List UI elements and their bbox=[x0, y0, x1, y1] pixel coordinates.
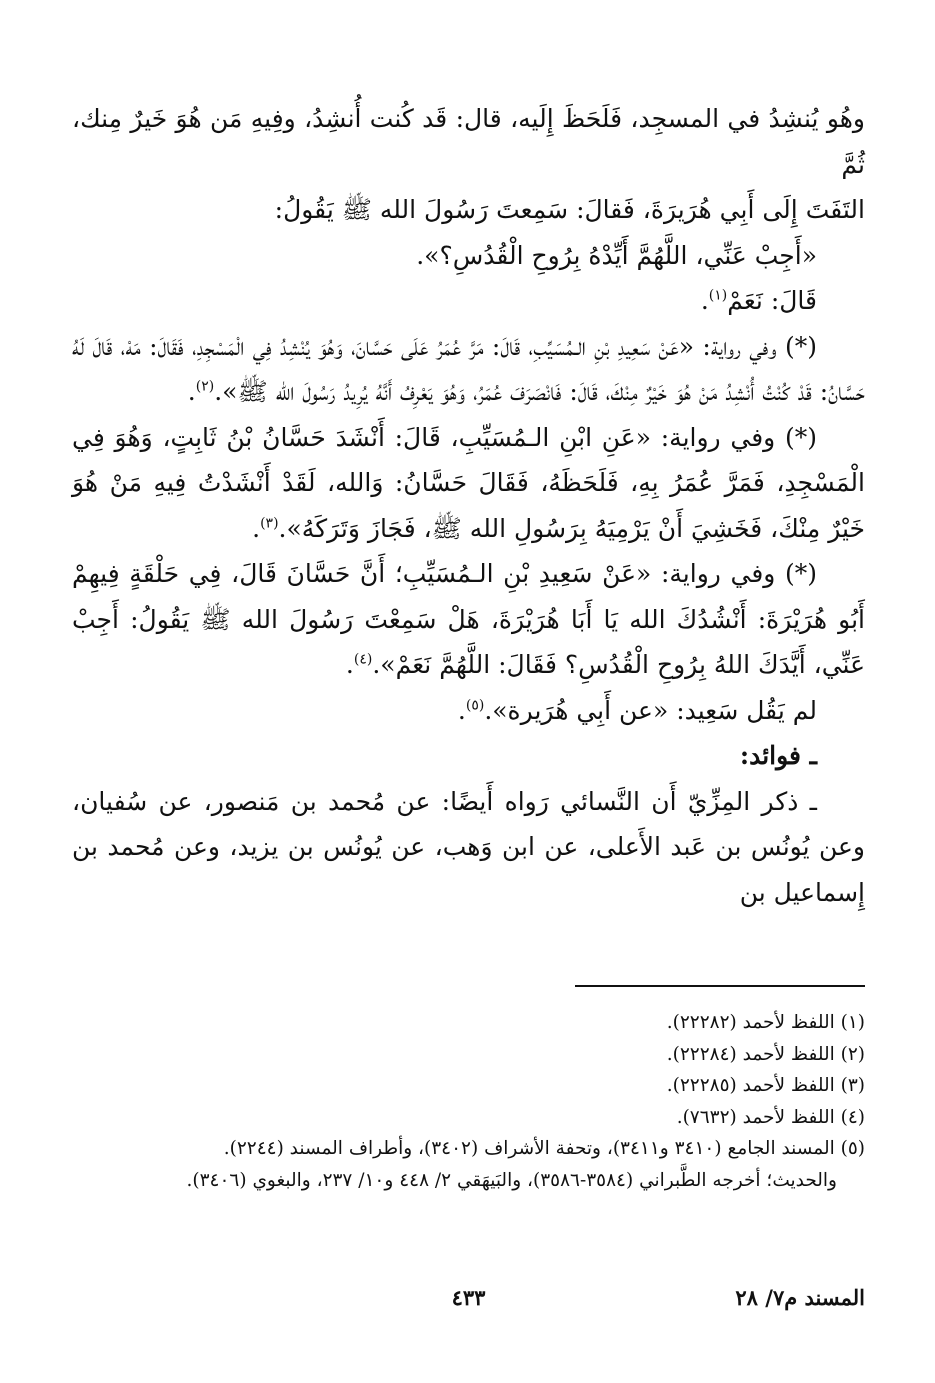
answer-text: قَالَ: نَعَمْ bbox=[727, 286, 817, 315]
riwaya-3-text: (*) وفي رواية: «عَنْ سَعِيدِ بْنِ الـمُسَيِّبِ؛ أَنَّ حَسَّانَ قَالَ، فِي حَلْقَةٍ فِيهِمْ أَبُو هُرَيْرَةَ: أَنْشُدُكَ الله يَا أَبَا هُرَيْرَةَ، هَلْ سَمِعْتَ رَسُولَ الله ﷺ يَقُولُ: أَجِبْ عَنِّي، أَيَّدَكَ اللهُ بِرُوحِ الْقُدُسِ؟ فَقَالَ: اللَّهُمَّ نَعَمْ». bbox=[72, 559, 865, 679]
footnote-marker-5: (٥) bbox=[465, 697, 485, 714]
riwaya-1-text: (*) وفي رواية: «عَنْ سَعِيدِ بْنِ الـمُسَيِّبِ، قَالَ: مَرَّ عُمَرُ عَلَى حَسَّانَ، وَهُوَ يُنْشِدُ فِي الْمَسْجِدِ، فَقَالَ: مَهْ، قَالَ لَهُ حَسَّانُ: قَدْ كُنْتُ أُنْشِدُ مَنْ هُوَ خَيْرٌ مِنْكَ، قَالَ: فَانْصَرَفَ عُمَرُ، وَهُوَ يَعْرِفُ أَنَّهُ يُرِيدُ رَسُولَ الله ﷺ». bbox=[72, 331, 865, 406]
said-note bbox=[72, 688, 865, 734]
separator-line bbox=[575, 985, 865, 987]
fawaid-heading: ـ فوائد: bbox=[739, 741, 817, 770]
footnote-4: (٤) اللفظ لأحمد (٧٦٣٢). bbox=[676, 1106, 865, 1128]
volume-mark: المسند م٧/ ٢٨ bbox=[735, 1285, 865, 1310]
footnote-marker-4: (٤) bbox=[353, 651, 373, 668]
body-line-1: وهُو يُنشِدُ في المسجِد، فَلَحَظَ إِلَيه، قال: قَد كُنت أُنشِدُ، وفِيهِ مَن هُوَ خَيرٌ مِنك، ثُمَّ bbox=[72, 104, 865, 179]
footnote-3: (٣) اللفظ لأحمد (٢٢٢٨٥). bbox=[666, 1075, 865, 1096]
footnote-marker-1: (١) bbox=[708, 287, 728, 304]
riwaya-paragraph-2 bbox=[72, 415, 865, 552]
footnotes bbox=[72, 1007, 865, 1196]
footnote-5-continuation: والحديث؛ أخرجه الطَّبراني (٣٥٨٤-٣٥٨٦)، والبَيهَقي ٢/ ٤٤٨ و١٠/ ٢٣٧، والبغوي (٣٤٠٦). bbox=[186, 1169, 837, 1191]
footnote-5: (٥) المسند الجامع (٣٤١٠ و٣٤١١)، وتحفة الأشراف (٣٤٠٢)، وأطراف المسند (٢٢٤٤). bbox=[223, 1138, 865, 1159]
answer-line bbox=[72, 278, 865, 324]
footnote-separator bbox=[0, 985, 935, 987]
riwaya-1-end: . bbox=[187, 377, 196, 406]
riwaya-2-end: . bbox=[252, 513, 261, 543]
page-number: ٤٣٣ bbox=[451, 1285, 486, 1310]
answer-end: . bbox=[700, 286, 709, 315]
footnote-marker-2: (٢) bbox=[195, 378, 215, 395]
page-footer bbox=[72, 1285, 865, 1325]
quoted-hadith: «أَجِبْ عَنِّي، اللَّهُمَّ أَيِّدْهُ بِرُوحِ الْقُدُسِ؟». bbox=[416, 240, 817, 270]
said-note-text: لم يَقُل سَعِيد: «عن أَبِي هُرَيرة». bbox=[484, 695, 817, 725]
riwaya-3-end: . bbox=[345, 650, 354, 679]
riwaya-paragraph-1 bbox=[72, 324, 865, 415]
footnote-marker-3: (٣) bbox=[260, 515, 279, 532]
body-line-2: التَفَتَ إِلَى أَبِي هُرَيرَةَ، فَقالَ: سَمِعتَ رَسُولَ الله ﷺ يَقُولُ: bbox=[274, 195, 865, 224]
footnote-2: (٢) اللفظ لأحمد (٢٢٢٨٤). bbox=[666, 1043, 865, 1065]
footnote-1: (١) اللفظ لأحمد (٢٢٢٨٢). bbox=[666, 1012, 865, 1033]
riwaya-paragraph-3 bbox=[72, 551, 865, 688]
said-note-end: . bbox=[457, 695, 466, 725]
fawaid-paragraph: ـ ذكر المِزِّيّ أَن النَّسائي رَواه أَيضًا: عن مُحمد بن مَنصور، عن سُفيان، وعن يُونُس بن عَبد الأَعلى، عن ابن وَهب، عن يُونُس بن يزيد، وعن مُحمد بن إِسماعيل بن bbox=[72, 786, 865, 907]
main-text bbox=[72, 96, 865, 915]
riwaya-2-text: (*) وفي رواية: «عَنِ ابْنِ الـمُسَيِّبِ، قَالَ: أَنْشَدَ حَسَّانُ بْنُ ثَابِتٍ، وَهُوَ فِي الْمَسْجِدِ، فَمَرَّ عُمَرُ بِهِ، فَلَحَظَهُ، فَقَالَ حَسَّانُ: وَالله، لَقَدْ أَنْشَدْتُ فِيهِ مَنْ هُوَ خَيْرٌ مِنْكَ، فَخَشِيَ أَنْ يَرْمِيَهُ بِرَسُولِ الله ﷺ، فَجَازَ وَتَرَكَهُ». bbox=[72, 422, 865, 543]
